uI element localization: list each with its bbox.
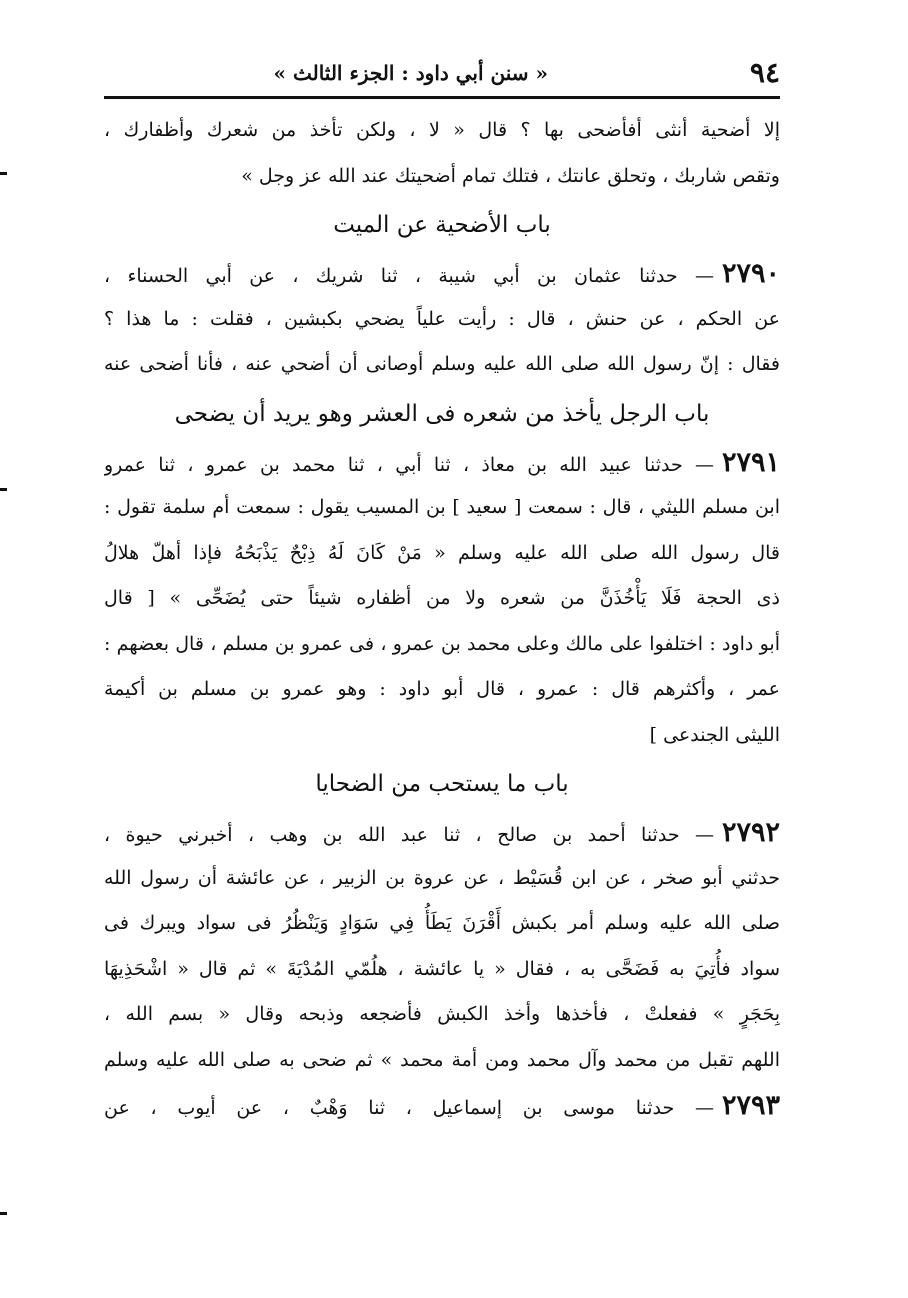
page-header (104, 52, 780, 94)
margin-mark (0, 488, 7, 491)
hadith-text: — حدثنا عبيد الله بن معاذ ، ثنا أبي ، ثنا محمد بن عمرو ، ثنا عمرو (104, 453, 714, 476)
running-title: « سنن أبي داود : الجزء الثالث » (273, 61, 548, 85)
text-line: عن الحكم ، عن حنش ، قال : رأيت علياً يضحي بكبشين ، فقلت : ما هذا ؟ (104, 307, 780, 330)
hadith-text: — حدثنا عثمان بن أبي شيبة ، ثنا شريك ، عن أبي الحسناء ، (104, 265, 714, 287)
text-line: ذى الحجة فَلَا يَأْخُذَنَّ من شعره ولا من أظفاره شيئاً حتى يُضَحِّى » [ قال (104, 587, 780, 609)
chapter-heading: باب الأضحية عن الميت (333, 212, 551, 238)
margin-mark (0, 172, 7, 175)
text-line: الليثى الجندعى ] (649, 723, 780, 746)
hadith-number: ٢٧٩٣ (721, 1090, 780, 1121)
text-line: حدثني أبو صخر ، عن ابن قُسَيْط ، عن عروة بن الزبير ، عن عائشة أن رسول الله (104, 866, 780, 889)
text-line: ابن مسلم الليثي ، قال : سمعت [ سعيد ] بن المسيب يقول : سمعت أم سلمة تقول : (104, 496, 780, 518)
chapter-heading: باب ما يستحب من الضحايا (315, 771, 569, 797)
hadith-first-line (104, 810, 780, 856)
hadith-first-line (104, 440, 780, 486)
hadith-first-line (104, 251, 780, 297)
hadith-number: ٢٧٩٠ (722, 258, 780, 289)
margin-mark (0, 1212, 7, 1215)
text-line: إلا أضحية أنثى أفأضحى بها ؟ قال « لا ، ولكن تأخذ من شعرك وأظفارك ، (104, 119, 780, 141)
text-line: سواد فأُتِيَ به فَضَحَّى به ، فقال « يا عائشة ، هلُمّي المُدْيَةَ » ثم قال « اشْحَذِيهَا (104, 957, 780, 980)
header-divider (104, 96, 780, 99)
text-line: اللهم تقبل من محمد وآل محمد ومن أمة محمد » ثم ضحى به صلى الله عليه وسلم (104, 1048, 780, 1071)
hadith-number: ٢٧٩١ (721, 446, 780, 478)
hadith-text: — حدثنا موسى بن إسماعيل ، ثنا وَهْبٌ ، عن أيوب ، عن (104, 1097, 714, 1119)
text-line: فقال : إنّ رسول الله صلى الله عليه وسلم أوصانى أن أضحي عنه ، فأنا أضحى عنه (104, 353, 780, 375)
text-line: قال رسول الله صلى الله عليه وسلم « مَنْ كَانَ لَهُ ذِبْحٌ يَذْبَحُهُ فإذا أهلّ هلالُ (104, 541, 780, 564)
text-line: صلى الله عليه وسلم أمر بكبش أَقْرَنَ يَطَأُ فِي سَوَادٍ وَيَنْظُرُ فى سواد ويبرك فى (104, 912, 780, 934)
page-number: ٩٤ (749, 56, 780, 89)
text-line: أبو داود : اختلفوا على مالك وعلى محمد بن عمرو ، فى عمرو بن مسلم ، قال بعضهم : (104, 632, 780, 655)
text-line: وتقص شاربك ، وتحلق عانتك ، فتلك تمام أضحيتك عند الله عز وجل » (241, 164, 780, 187)
hadith-number: ٢٧٩٢ (721, 817, 780, 848)
text-line: بِحَجَرٍ » ففعلتْ ، فأخذها وأخذ الكبش فأضجعه وذبحه وقال « بسم الله ، (104, 1003, 780, 1025)
hadith-first-line (104, 1083, 780, 1129)
text-line: عمر ، وأكثرهم قال : عمرو ، قال أبو داود : وهو عمرو بن مسلم بن أكيمة (104, 678, 780, 700)
page-body (104, 108, 780, 1129)
chapter-heading: باب الرجل يأخذ من شعره فى العشر وهو يريد أن يضحى (174, 400, 710, 427)
hadith-text: — حدثنا أحمد بن صالح ، ثنا عبد الله بن وهب ، أخبرني حيوة ، (104, 824, 714, 846)
